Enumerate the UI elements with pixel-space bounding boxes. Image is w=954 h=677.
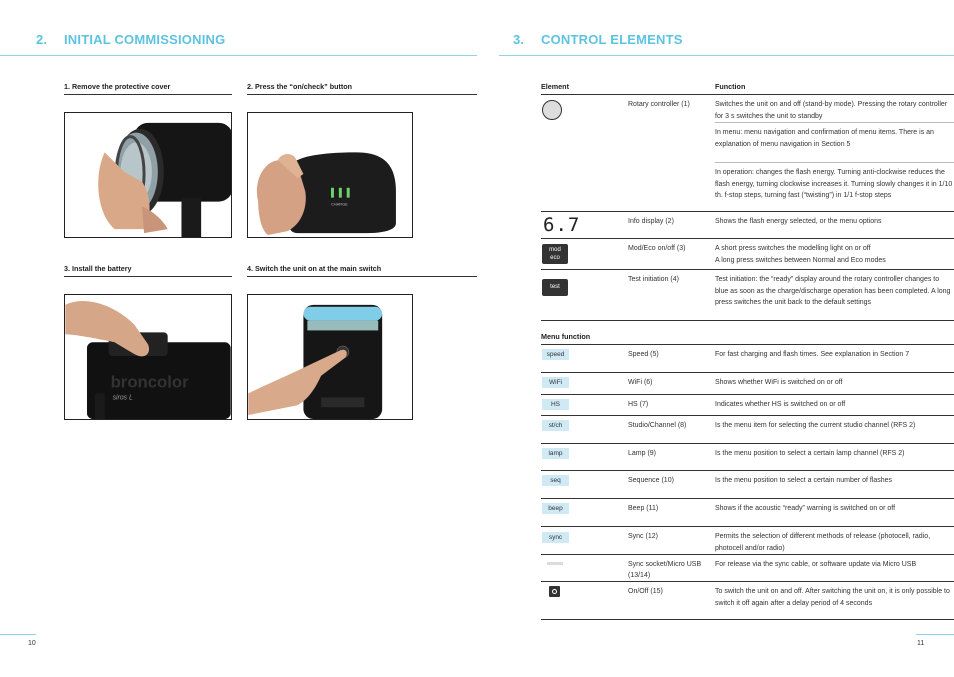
table-row-test bbox=[541, 269, 954, 321]
step-3-rule bbox=[64, 276, 232, 277]
table-row-on-off bbox=[541, 581, 954, 620]
sync-socket-icon bbox=[547, 562, 563, 565]
element-name: Sequence (10) bbox=[628, 477, 674, 484]
element-name: Rotary controller (1) bbox=[628, 101, 690, 108]
element-name: WiFi (6) bbox=[628, 379, 653, 386]
element-name: Mod/Eco on/off (3) bbox=[628, 245, 686, 252]
model-lettering: siros L bbox=[112, 394, 133, 402]
step-4-rule bbox=[247, 276, 477, 277]
test-button-icon: test bbox=[542, 279, 568, 296]
table-row-sequence bbox=[541, 470, 954, 498]
photo-main-switch bbox=[247, 294, 413, 420]
element-function: In menu: menu navigation and confirmation of menu items. There is an explanation of menu navigation in Section 5 bbox=[715, 129, 934, 148]
left-section-title: INITIAL COMMISSIONING bbox=[64, 32, 226, 47]
element-name: Info display (2) bbox=[628, 218, 674, 225]
right-page-number: 11 bbox=[917, 640, 925, 647]
right-section-number: 3. bbox=[513, 32, 525, 47]
step-2-label: 2. Press the “on/check” button bbox=[247, 82, 353, 91]
info-display-icon: 6.7 bbox=[543, 214, 581, 236]
remove-cover-illustration bbox=[65, 113, 231, 237]
main-switch-illustration bbox=[248, 295, 412, 419]
wifi-chip-icon: WiFi bbox=[542, 377, 569, 388]
rotary-controller-icon bbox=[542, 100, 562, 120]
st-ch-chip-icon: st/ch bbox=[542, 420, 569, 431]
table-row-rotary-controller bbox=[541, 94, 954, 211]
table-row-beep bbox=[541, 498, 954, 526]
photo-press-on-check bbox=[247, 112, 413, 238]
element-function: Switches the unit on and off (stand-by mode). Pressing the rotary controller for 3 s switches the unit to standby bbox=[715, 101, 948, 120]
element-function: Shows if the acoustic “ready” warning is switched on or off bbox=[715, 505, 896, 512]
element-function: To switch the unit on and off. After switching the unit on, it is only possible to switch it off again after a delay period of 4 seconds bbox=[715, 588, 950, 607]
element-function: For release via the sync cable, or software update via Micro USB bbox=[715, 561, 917, 568]
table-row-studio-channel bbox=[541, 415, 954, 443]
step-4-label: 4. Switch the unit on at the main switch bbox=[247, 264, 382, 273]
install-battery-illustration bbox=[65, 295, 231, 419]
left-section-heading bbox=[36, 32, 225, 47]
table-subrow bbox=[715, 122, 954, 148]
element-function: Test initiation: the “ready” display around the rotary controller changes to blue as soon as the charge/discharge operation has been completed. A long press switches the unit back to the default settings bbox=[715, 276, 951, 307]
table-row-sync-socket bbox=[541, 554, 954, 581]
element-name: Lamp (9) bbox=[628, 450, 657, 457]
mod-eco-button-icon bbox=[542, 244, 568, 264]
left-heading-rule bbox=[0, 55, 477, 56]
hs-chip-icon: HS bbox=[542, 399, 569, 410]
right-footer-rule bbox=[916, 634, 954, 635]
element-name: Sync (12) bbox=[628, 533, 658, 540]
element-name: Studio/Channel (8) bbox=[628, 422, 687, 429]
element-function: Shows the flash energy selected, or the menu options bbox=[715, 218, 882, 225]
photo-remove-cover bbox=[64, 112, 232, 238]
right-section-heading bbox=[513, 32, 683, 47]
step-3-label: 3. Install the battery bbox=[64, 264, 132, 273]
element-function: Shows whether WiFi is switched on or off bbox=[715, 379, 843, 386]
step-2-rule bbox=[247, 94, 477, 95]
table-bottom-rule bbox=[541, 619, 954, 620]
element-function: Is the menu position to select a certain number of flashes bbox=[715, 477, 893, 484]
table-row-speed bbox=[541, 344, 954, 372]
brand-lettering: broncolor bbox=[110, 372, 189, 392]
element-function: Is the menu item for selecting the current studio channel (RFS 2) bbox=[715, 422, 916, 429]
element-function: Is the menu position to select a certain lamp channel (RFS 2) bbox=[715, 450, 905, 457]
table-subrow bbox=[715, 162, 954, 200]
right-heading-rule bbox=[499, 55, 954, 56]
table-divider bbox=[541, 320, 954, 321]
beep-chip-icon: beep bbox=[542, 503, 569, 514]
step-1-label: 1. Remove the protective cover bbox=[64, 82, 171, 91]
lamp-chip-icon: lamp bbox=[542, 448, 569, 459]
element-name: Sync socket/Micro USB (13/14) bbox=[628, 561, 702, 579]
table-row-lamp bbox=[541, 443, 954, 470]
charge-led-label: CHARGE bbox=[330, 201, 348, 207]
speed-chip-icon: speed bbox=[542, 349, 569, 360]
left-footer-rule bbox=[0, 634, 36, 635]
photo-install-battery bbox=[64, 294, 232, 420]
step-1-rule bbox=[64, 94, 232, 95]
element-function: Indicates whether HS is switched on or off bbox=[715, 401, 846, 408]
table-row-mod-eco bbox=[541, 238, 954, 269]
right-section-title: CONTROL ELEMENTS bbox=[541, 32, 683, 47]
column-header-element: Element bbox=[541, 82, 569, 91]
element-name: On/Off (15) bbox=[628, 588, 663, 595]
power-switch-icon bbox=[549, 586, 560, 597]
element-name: Speed (5) bbox=[628, 351, 659, 358]
table-row-wifi bbox=[541, 372, 954, 394]
table-row-hs bbox=[541, 394, 954, 415]
left-section-number: 2. bbox=[36, 32, 48, 47]
element-name: Test initiation (4) bbox=[628, 276, 679, 283]
table-row-info-display bbox=[541, 211, 954, 238]
element-name: HS (7) bbox=[628, 401, 649, 408]
menu-function-heading: Menu function bbox=[541, 332, 591, 341]
element-function: A short press switches the modelling light on or off A long press switches between Normal and Eco modes bbox=[715, 245, 886, 264]
press-on-check-illustration bbox=[248, 113, 412, 237]
table-row-sync bbox=[541, 526, 954, 554]
mod-label: mod bbox=[549, 247, 561, 253]
element-function: For fast charging and flash times. See explanation in Section 7 bbox=[715, 351, 910, 358]
left-page-number: 10 bbox=[28, 640, 36, 647]
eco-label: eco bbox=[550, 255, 560, 261]
element-function: Permits the selection of different methods of release (photocell, radio, photocell and/or radio) bbox=[715, 533, 931, 552]
element-name: Beep (11) bbox=[628, 505, 659, 512]
column-header-function: Function bbox=[715, 82, 746, 91]
element-function: In operation: changes the flash energy. Turning anti-clockwise reduces the flash energy, turning clockwise increases it. Turning slowly changes it in 1/10 th. f-stop steps, turning fast (“twisting”) in 1/1 f-stop steps bbox=[715, 169, 953, 200]
sync-chip-icon: sync bbox=[542, 532, 569, 543]
seq-chip-icon: seq bbox=[542, 475, 569, 486]
